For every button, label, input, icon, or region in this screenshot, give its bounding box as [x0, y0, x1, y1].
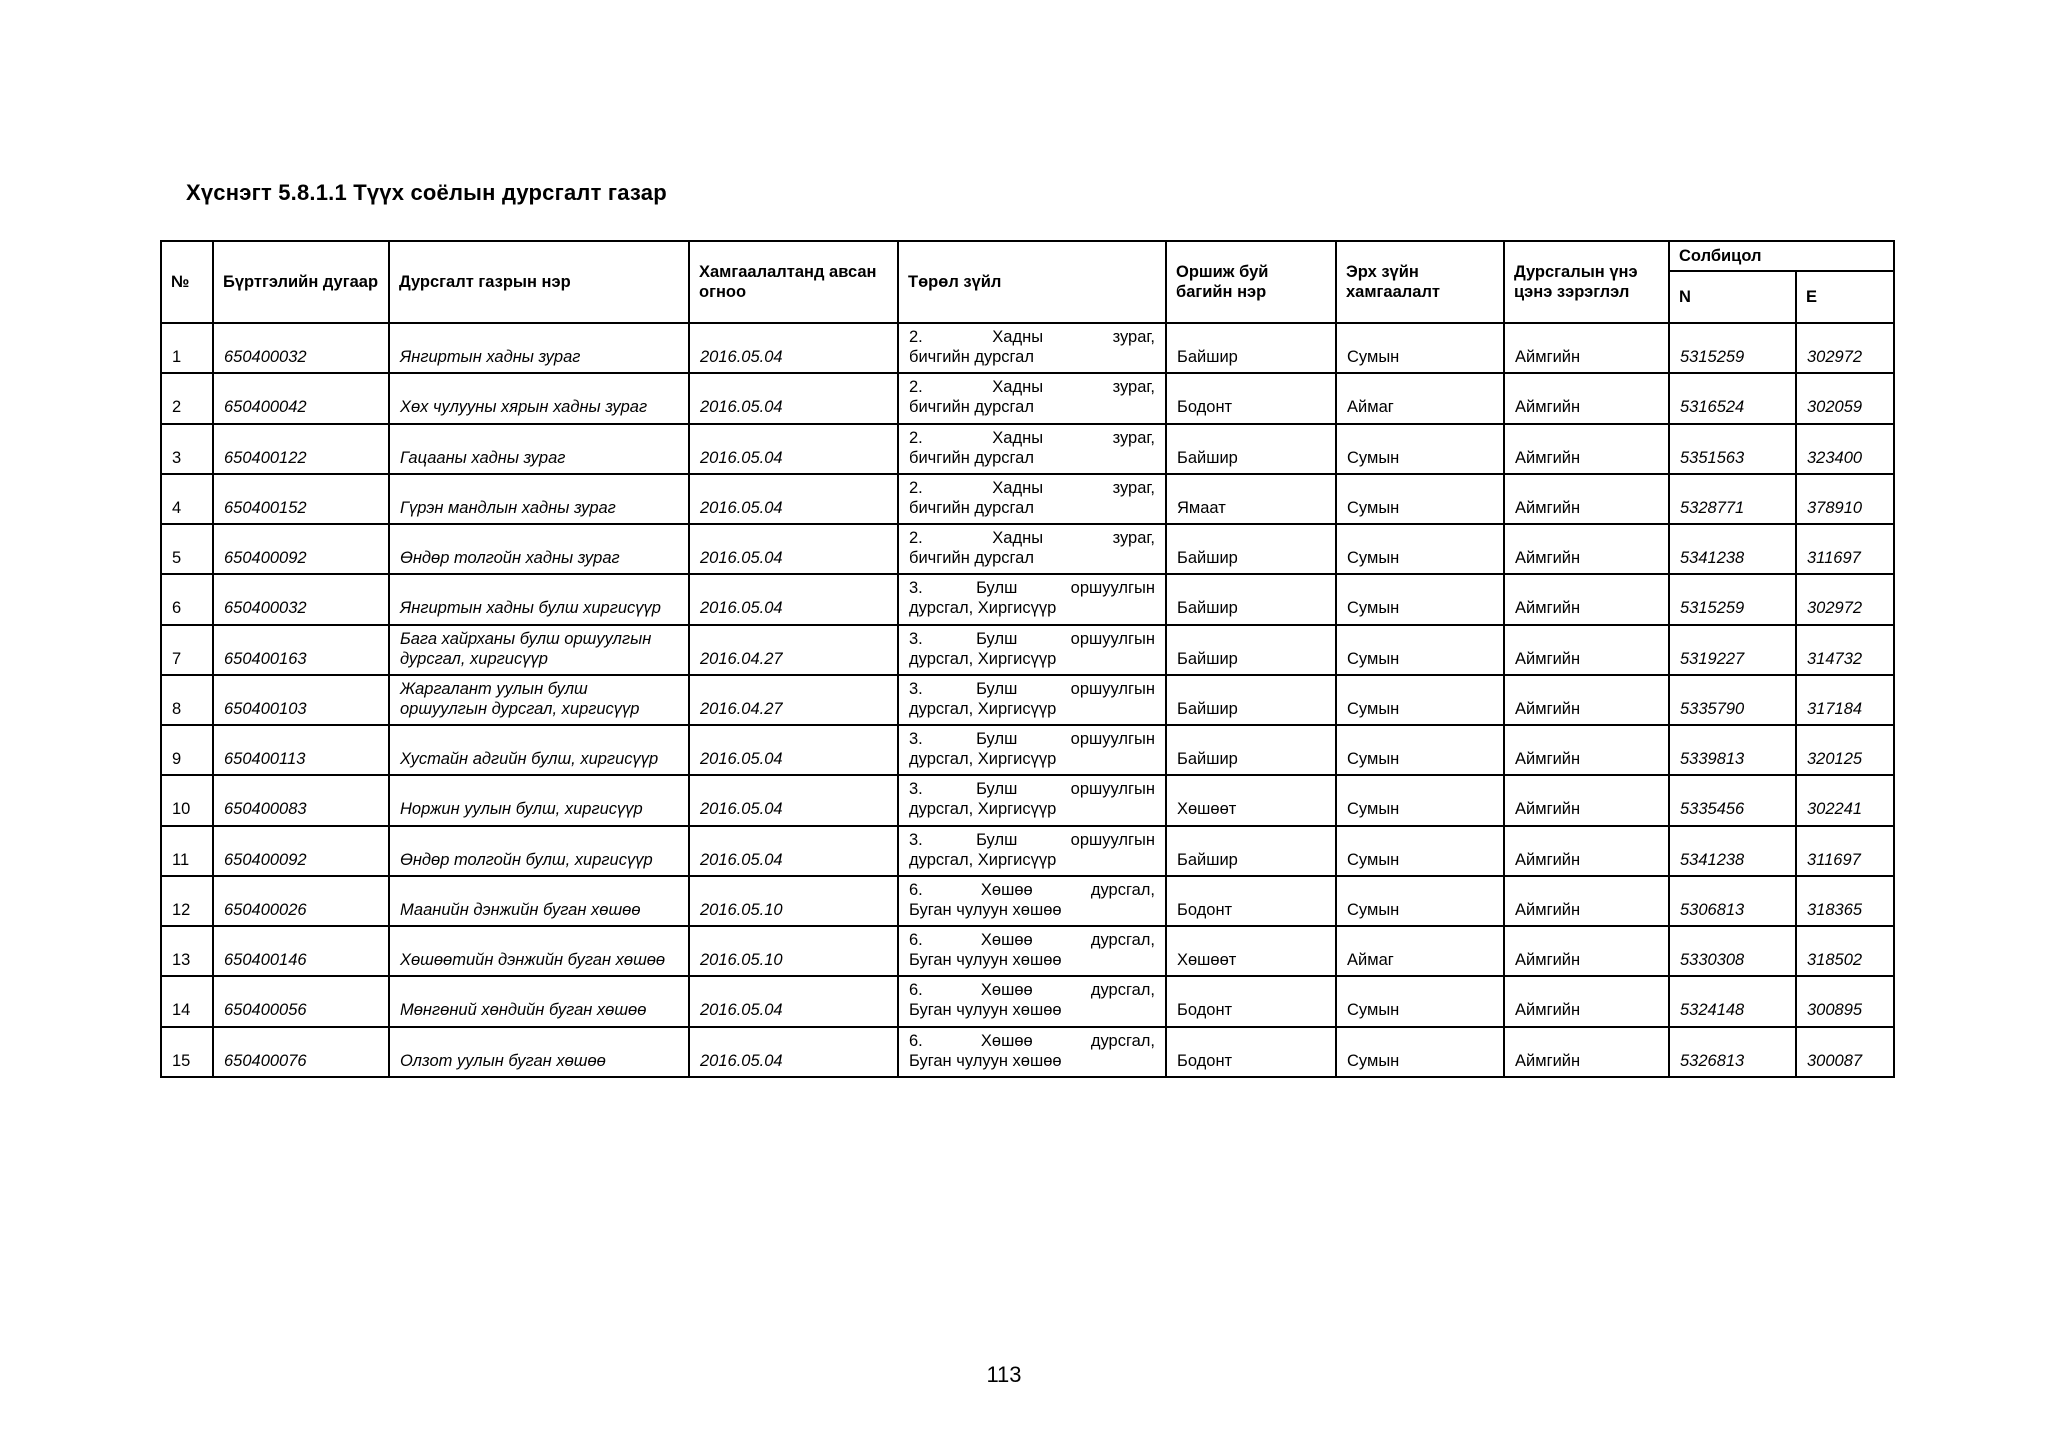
cell-legal: Сумын	[1336, 424, 1504, 474]
cell-reg: 650400122	[213, 424, 389, 474]
cell-n: 5324148	[1669, 976, 1796, 1026]
cell-no: 11	[161, 826, 213, 876]
cell-bag: Байшир	[1166, 574, 1336, 624]
header-legal-protection: Эрх зүйн хамгаалалт	[1336, 241, 1504, 323]
cell-bag: Хөшөөт	[1166, 775, 1336, 825]
table-container	[160, 240, 1893, 1078]
cell-legal: Сумын	[1336, 474, 1504, 524]
cell-n: 5351563	[1669, 424, 1796, 474]
table-row	[161, 524, 1894, 574]
cell-date: 2016.05.04	[689, 976, 898, 1026]
cell-bag: Бодонт	[1166, 1027, 1336, 1077]
cell-reg: 650400032	[213, 574, 389, 624]
cell-e: 318502	[1796, 926, 1894, 976]
cell-type: 3. Булш оршуулгын дурсгал, Хиргисүүр	[898, 725, 1166, 775]
table-row	[161, 323, 1894, 373]
cell-no: 12	[161, 876, 213, 926]
cell-date: 2016.05.04	[689, 424, 898, 474]
cell-legal: Аймаг	[1336, 926, 1504, 976]
header-site-name: Дурсгалт газрын нэр	[389, 241, 689, 323]
cell-legal: Сумын	[1336, 625, 1504, 675]
header-type: Төрөл зүйл	[898, 241, 1166, 323]
table-row	[161, 675, 1894, 725]
cell-rank: Аймгийн	[1504, 474, 1669, 524]
cell-legal: Сумын	[1336, 323, 1504, 373]
cell-rank: Аймгийн	[1504, 775, 1669, 825]
cell-e: 378910	[1796, 474, 1894, 524]
cell-reg: 650400113	[213, 725, 389, 775]
cell-bag: Бодонт	[1166, 373, 1336, 423]
cell-no: 7	[161, 625, 213, 675]
cell-date: 2016.04.27	[689, 625, 898, 675]
cell-name: Маанийн дэнжийн буган хөшөө	[389, 876, 689, 926]
cell-no: 8	[161, 675, 213, 725]
cell-no: 6	[161, 574, 213, 624]
cell-e: 311697	[1796, 826, 1894, 876]
cell-name: Хөх чулууны хярын хадны зураг	[389, 373, 689, 423]
cell-date: 2016.05.04	[689, 574, 898, 624]
cell-e: 302059	[1796, 373, 1894, 423]
cell-e: 300895	[1796, 976, 1894, 1026]
cell-n: 5315259	[1669, 323, 1796, 373]
cell-no: 10	[161, 775, 213, 825]
cell-e: 302972	[1796, 574, 1894, 624]
cell-legal: Сумын	[1336, 876, 1504, 926]
cell-date: 2016.05.04	[689, 775, 898, 825]
cell-type: 3. Булш оршуулгын дурсгал, Хиргисүүр	[898, 574, 1166, 624]
header-bag-name: Оршиж буй багийн нэр	[1166, 241, 1336, 323]
cell-type: 6. Хөшөө дурсгал, Буган чулуун хөшөө	[898, 976, 1166, 1026]
cell-bag: Бодонт	[1166, 876, 1336, 926]
cell-name: Өндөр толгойн булш, хиргисүүр	[389, 826, 689, 876]
page-number: 113	[986, 1362, 1022, 1387]
cell-date: 2016.05.04	[689, 725, 898, 775]
cell-type: 2. Хадны зураг, бичгийн дурсгал	[898, 424, 1166, 474]
cell-n: 5328771	[1669, 474, 1796, 524]
header-coordinates: Солбицол	[1669, 241, 1894, 271]
cell-date: 2016.05.04	[689, 1027, 898, 1077]
cell-type: 3. Булш оршуулгын дурсгал, Хиргисүүр	[898, 675, 1166, 725]
cell-n: 5335456	[1669, 775, 1796, 825]
cell-e: 311697	[1796, 524, 1894, 574]
cell-no: 13	[161, 926, 213, 976]
cell-bag: Байшир	[1166, 424, 1336, 474]
table-row	[161, 574, 1894, 624]
cell-n: 5341238	[1669, 524, 1796, 574]
cell-n: 5326813	[1669, 1027, 1796, 1077]
cell-n: 5335790	[1669, 675, 1796, 725]
header-coordinate-e: E	[1796, 271, 1894, 323]
header-protection-date: Хамгаалалтанд авсан огноо	[689, 241, 898, 323]
cell-reg: 650400152	[213, 474, 389, 524]
cell-name: Норжин уулын булш, хиргисүүр	[389, 775, 689, 825]
cell-e: 320125	[1796, 725, 1894, 775]
cell-e: 318365	[1796, 876, 1894, 926]
page-title: Хүснэгт 5.8.1.1 Түүх соёлын дурсгалт газар	[186, 180, 667, 205]
cell-e: 302241	[1796, 775, 1894, 825]
cell-no: 1	[161, 323, 213, 373]
cell-rank: Аймгийн	[1504, 876, 1669, 926]
cell-rank: Аймгийн	[1504, 625, 1669, 675]
cell-bag: Байшир	[1166, 675, 1336, 725]
cell-n: 5330308	[1669, 926, 1796, 976]
cell-n: 5316524	[1669, 373, 1796, 423]
cell-rank: Аймгийн	[1504, 574, 1669, 624]
cell-n: 5315259	[1669, 574, 1796, 624]
cell-bag: Хөшөөт	[1166, 926, 1336, 976]
table-row	[161, 725, 1894, 775]
table-row	[161, 976, 1894, 1026]
table-row	[161, 474, 1894, 524]
cell-name: Олзот уулын буган хөшөө	[389, 1027, 689, 1077]
cell-type: 2. Хадны зураг, бичгийн дурсгал	[898, 373, 1166, 423]
cell-rank: Аймгийн	[1504, 424, 1669, 474]
header-coordinate-n: N	[1669, 271, 1796, 323]
cell-no: 4	[161, 474, 213, 524]
cell-date: 2016.05.04	[689, 524, 898, 574]
cell-name: Мөнгөний хөндийн буган хөшөө	[389, 976, 689, 1026]
cell-no: 5	[161, 524, 213, 574]
cell-e: 314732	[1796, 625, 1894, 675]
cell-n: 5341238	[1669, 826, 1796, 876]
cell-e: 302972	[1796, 323, 1894, 373]
cell-bag: Байшир	[1166, 323, 1336, 373]
cell-legal: Аймаг	[1336, 373, 1504, 423]
table-header	[161, 241, 1894, 323]
table-row	[161, 625, 1894, 675]
cell-type: 2. Хадны зураг, бичгийн дурсгал	[898, 524, 1166, 574]
cell-n: 5339813	[1669, 725, 1796, 775]
cell-e: 317184	[1796, 675, 1894, 725]
cell-rank: Аймгийн	[1504, 1027, 1669, 1077]
cell-reg: 650400163	[213, 625, 389, 675]
cell-reg: 650400103	[213, 675, 389, 725]
cell-reg: 650400056	[213, 976, 389, 1026]
cell-e: 300087	[1796, 1027, 1894, 1077]
cell-rank: Аймгийн	[1504, 323, 1669, 373]
cell-type: 6. Хөшөө дурсгал, Буган чулуун хөшөө	[898, 926, 1166, 976]
cell-type: 6. Хөшөө дурсгал, Буган чулуун хөшөө	[898, 876, 1166, 926]
header-registration-number: Бүртгэлийн дугаар	[213, 241, 389, 323]
header-value-rank: Дурсгалын үнэ цэнэ зэрэглэл	[1504, 241, 1669, 323]
table-row	[161, 826, 1894, 876]
cell-date: 2016.04.27	[689, 675, 898, 725]
cell-type: 3. Булш оршуулгын дурсгал, Хиргисүүр	[898, 826, 1166, 876]
cell-bag: Байшир	[1166, 826, 1336, 876]
cell-reg: 650400146	[213, 926, 389, 976]
cell-legal: Сумын	[1336, 524, 1504, 574]
cell-name: Хөшөөтийн дэнжийн буган хөшөө	[389, 926, 689, 976]
cell-legal: Сумын	[1336, 1027, 1504, 1077]
cell-type: 3. Булш оршуулгын дурсгал, Хиргисүүр	[898, 625, 1166, 675]
cell-rank: Аймгийн	[1504, 725, 1669, 775]
cell-rank: Аймгийн	[1504, 826, 1669, 876]
cell-name: Хустайн адгийн булш, хиргисүүр	[389, 725, 689, 775]
table-row	[161, 424, 1894, 474]
cell-rank: Аймгийн	[1504, 373, 1669, 423]
cell-name: Өндөр толгойн хадны зураг	[389, 524, 689, 574]
cell-bag: Байшир	[1166, 625, 1336, 675]
monuments-table	[160, 240, 1895, 1078]
table-body	[161, 323, 1894, 1077]
cell-name: Бага хайрханы булш оршуулгын дурсгал, хиргисүүр	[389, 625, 689, 675]
table-row	[161, 926, 1894, 976]
cell-n: 5306813	[1669, 876, 1796, 926]
cell-date: 2016.05.04	[689, 373, 898, 423]
cell-bag: Байшир	[1166, 524, 1336, 574]
cell-no: 3	[161, 424, 213, 474]
cell-type: 3. Булш оршуулгын дурсгал, Хиргисүүр	[898, 775, 1166, 825]
header-no: №	[161, 241, 213, 323]
cell-date: 2016.05.04	[689, 474, 898, 524]
cell-date: 2016.05.10	[689, 876, 898, 926]
cell-reg: 650400092	[213, 826, 389, 876]
cell-rank: Аймгийн	[1504, 675, 1669, 725]
table-row	[161, 876, 1894, 926]
cell-reg: 650400083	[213, 775, 389, 825]
cell-legal: Сумын	[1336, 775, 1504, 825]
cell-reg: 650400076	[213, 1027, 389, 1077]
cell-legal: Сумын	[1336, 725, 1504, 775]
cell-name: Гүрэн мандлын хадны зураг	[389, 474, 689, 524]
cell-legal: Сумын	[1336, 976, 1504, 1026]
cell-legal: Сумын	[1336, 826, 1504, 876]
table-row	[161, 775, 1894, 825]
cell-no: 2	[161, 373, 213, 423]
cell-date: 2016.05.04	[689, 826, 898, 876]
cell-type: 2. Хадны зураг, бичгийн дурсгал	[898, 323, 1166, 373]
cell-legal: Сумын	[1336, 574, 1504, 624]
cell-no: 15	[161, 1027, 213, 1077]
cell-date: 2016.05.10	[689, 926, 898, 976]
cell-rank: Аймгийн	[1504, 976, 1669, 1026]
cell-no: 9	[161, 725, 213, 775]
cell-name: Янгиртын хадны зураг	[389, 323, 689, 373]
cell-reg: 650400092	[213, 524, 389, 574]
cell-bag: Ямаат	[1166, 474, 1336, 524]
cell-reg: 650400042	[213, 373, 389, 423]
cell-type: 6. Хөшөө дурсгал, Буган чулуун хөшөө	[898, 1027, 1166, 1077]
cell-reg: 650400032	[213, 323, 389, 373]
cell-name: Гацааны хадны зураг	[389, 424, 689, 474]
cell-date: 2016.05.04	[689, 323, 898, 373]
cell-e: 323400	[1796, 424, 1894, 474]
table-row	[161, 373, 1894, 423]
cell-rank: Аймгийн	[1504, 926, 1669, 976]
table-row	[161, 1027, 1894, 1077]
cell-n: 5319227	[1669, 625, 1796, 675]
cell-legal: Сумын	[1336, 675, 1504, 725]
cell-rank: Аймгийн	[1504, 524, 1669, 574]
cell-type: 2. Хадны зураг, бичгийн дурсгал	[898, 474, 1166, 524]
cell-name: Жаргалант уулын булш оршуулгын дурсгал, хиргисүүр	[389, 675, 689, 725]
cell-bag: Байшир	[1166, 725, 1336, 775]
cell-bag: Бодонт	[1166, 976, 1336, 1026]
cell-reg: 650400026	[213, 876, 389, 926]
cell-no: 14	[161, 976, 213, 1026]
cell-name: Янгиртын хадны булш хиргисүүр	[389, 574, 689, 624]
